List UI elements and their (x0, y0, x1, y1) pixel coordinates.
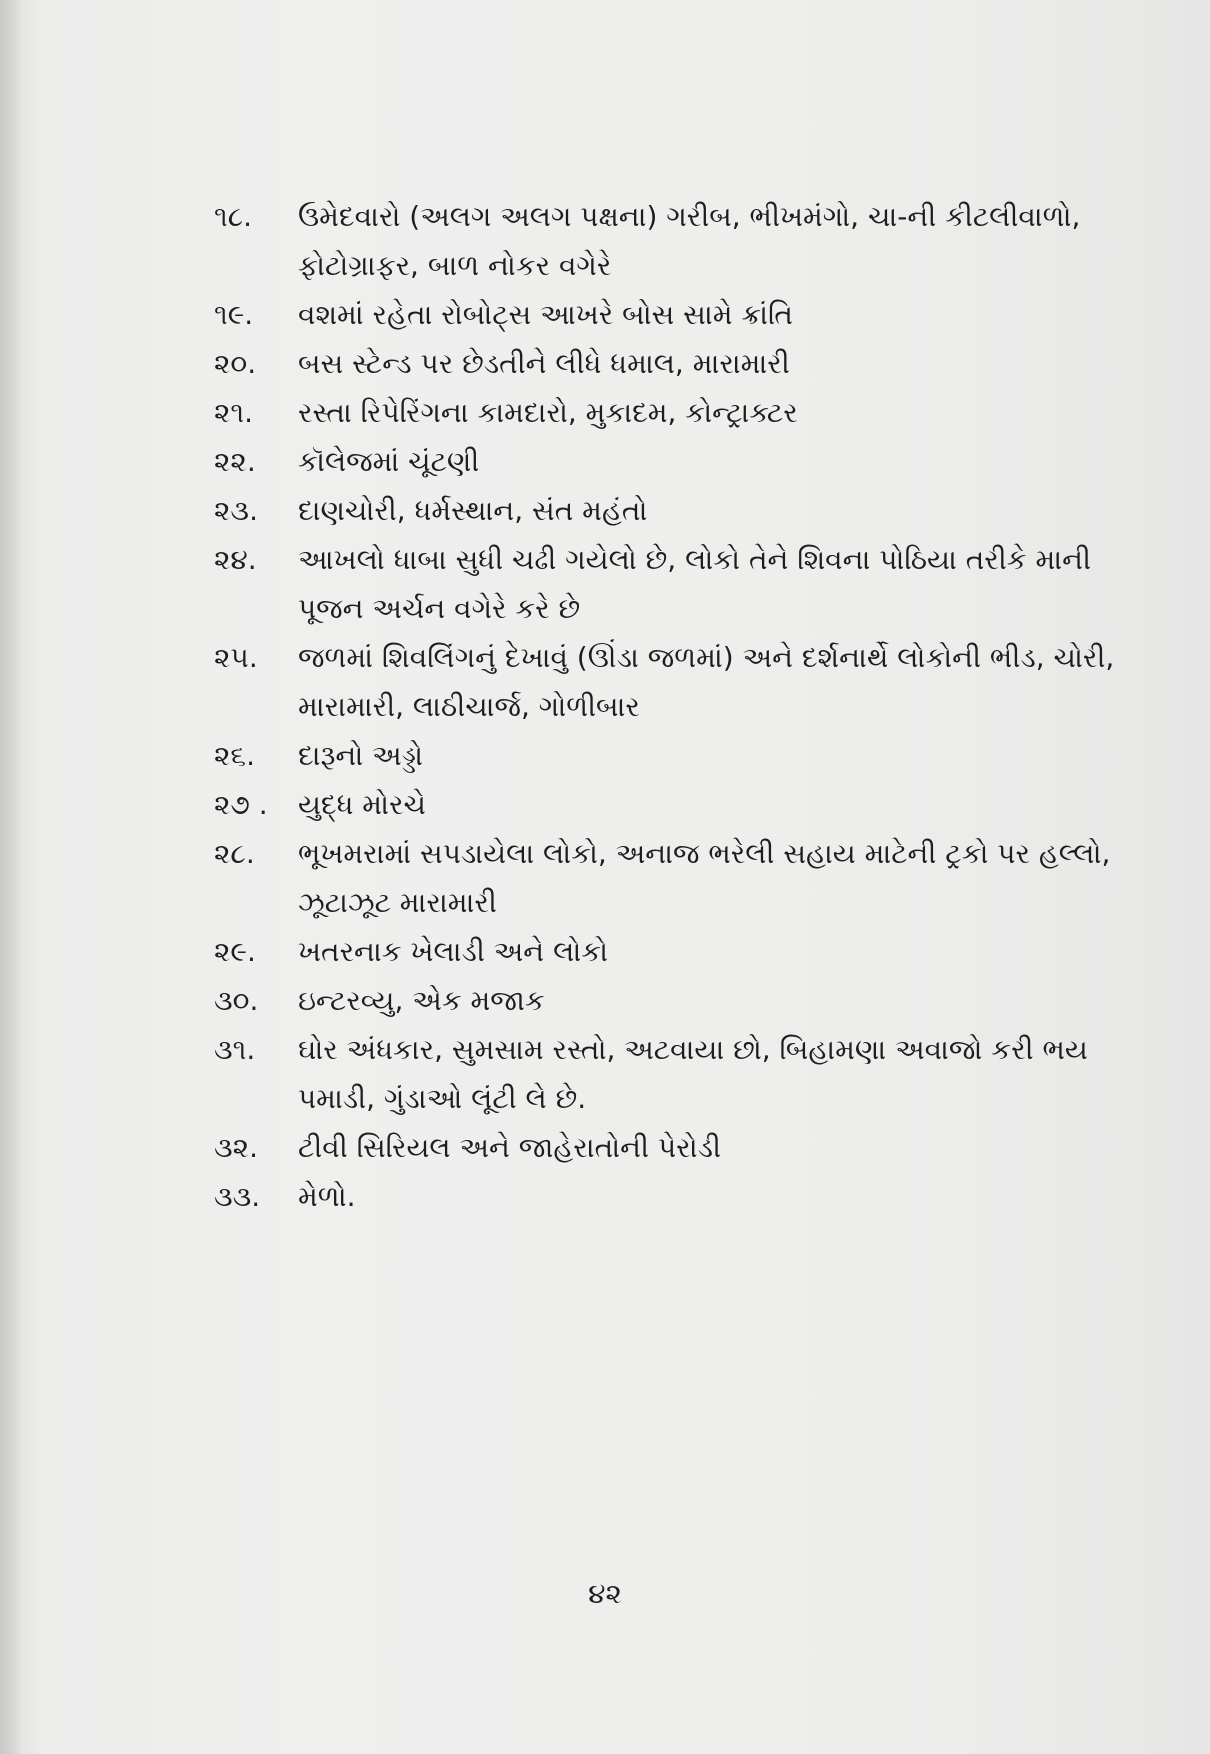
list-item (214, 780, 1154, 829)
item-text: ખતરનાક ખેલાડી અને લોકો (298, 935, 609, 968)
item-number: ૨૧. (214, 396, 254, 429)
list-item (214, 927, 1154, 976)
item-number: ૩૧. (214, 1033, 256, 1066)
item-number: ૨૨. (214, 445, 256, 478)
item-text: જળમાં શિવલિંગનું દેખાવું (ઊંડા જળમાં) અને દર્શનાર્થે લોકોની ભીડ, ચોરી, મારામારી, લાઠીચાર્જ, ગોળીબાર (298, 641, 1115, 723)
list-item (214, 1025, 1154, 1123)
item-number: ૩૦. (214, 984, 259, 1017)
list-item (214, 192, 1154, 290)
item-number: ૨૩. (214, 494, 258, 527)
scene-list (214, 192, 1154, 1221)
item-text: બસ સ્ટેન્ડ પર છેડતીને લીધે ધમાલ, મારામારી (298, 347, 790, 380)
item-text: વશમાં રહેતા રોબોટ્સ આખરે બોસ સામે ક્રાંતિ (298, 298, 793, 331)
item-text: ભૂખમરામાં સપડાયેલા લોકો, અનાજ ભરેલી સહાય માટેની ટ્રકો પર હલ્લો, ઝૂટાઝૂટ મારામારી (298, 837, 1111, 919)
item-text: દાણચોરી, ધર્મસ્થાન, સંત મહંતો (298, 494, 648, 527)
item-number: ૩૩. (214, 1180, 261, 1213)
item-text: ઘોર અંધકાર, સુમસામ રસ્તો, અટવાયા છો, બિહામણા અવાજો કરી ભય પમાડી, ગુંડાઓ લૂંટી લે છે. (298, 1033, 1088, 1115)
item-number: ૨૫. (214, 641, 258, 674)
item-number: ૨૪. (214, 543, 257, 576)
item-number: ૨૮. (214, 837, 255, 870)
item-text: કૉલેજમાં ચૂંટણી (298, 445, 480, 478)
item-number: ૨૬. (214, 739, 256, 772)
item-number: ૨૦. (214, 347, 257, 380)
page-number: ૪૨ (588, 1577, 622, 1610)
list-item (214, 535, 1154, 633)
list-item (214, 1172, 1154, 1221)
spine-shadow (0, 0, 22, 1754)
item-number: ૨૭ . (214, 788, 268, 821)
list-item (214, 1123, 1154, 1172)
item-number: ૧૯. (214, 298, 254, 331)
item-text: દારૂનો અડ્ડો (298, 739, 424, 772)
list-item (214, 829, 1154, 927)
item-text: આખલો ધાબા સુધી ચઢી ગયેલો છે, લોકો તેને શિવના પોઠિયા તરીકે માની પૂજન અર્ચન વગેરે કરે છે (298, 543, 1091, 625)
list-item (214, 437, 1154, 486)
list-item (214, 388, 1154, 437)
item-text: યુદ્ધ મોરચે (298, 788, 426, 821)
list-item (214, 976, 1154, 1025)
item-text: ટીવી સિરિયલ અને જાહેરાતોની પેરોડી (298, 1131, 721, 1164)
list-item (214, 290, 1154, 339)
item-number: ૧૮. (214, 200, 253, 233)
list-item (214, 339, 1154, 388)
list-item (214, 486, 1154, 535)
list-item (214, 633, 1154, 731)
item-text: મેળો. (298, 1180, 356, 1213)
item-number: ૩૨. (214, 1131, 258, 1164)
item-text: ઇન્ટરવ્યુ, એક મજાક (298, 984, 545, 1017)
item-text: રસ્તા રિપેરિંગના કામદારો, મુકાદમ, કોન્ટ્રાક્ટર (298, 396, 798, 429)
list-item (214, 731, 1154, 780)
item-number: ૨૯. (214, 935, 256, 968)
item-text: ઉમેદવારો (અલગ અલગ પક્ષના) ગરીબ, ભીખમંગો, ચા-ની કીટલીવાળો, ફોટોગ્રાફર, બાળ નોકર વગેરે (298, 200, 1081, 282)
